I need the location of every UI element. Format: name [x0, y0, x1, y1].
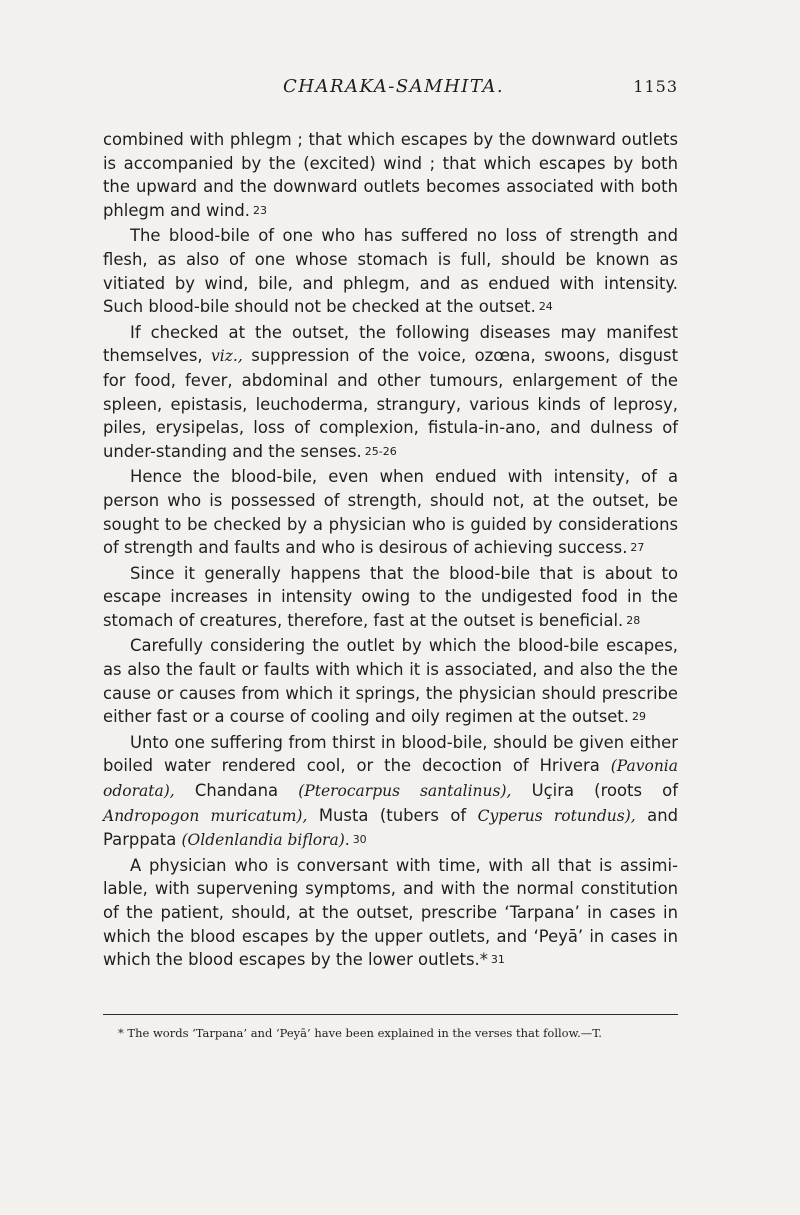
paragraph — [103, 562, 678, 635]
paragraph-text: Chandana — [194, 781, 279, 801]
botanical-name: (Oldenlandia biflora). — [181, 831, 350, 850]
paragraph-text: Since it generally happens that the blood-bile that is about to escape increases in intensity owing to the undigested food in the stomach of creatures, therefore, fast at the outset is beneficial. — [103, 563, 678, 630]
paragraph-text: If checked at the outset, the following diseases may manifest themselves, — [103, 322, 678, 366]
verse-number: 24 — [538, 300, 553, 314]
paragraph-text: Uçira (roots of — [531, 781, 678, 801]
botanical-name: (Pavonia odorata), — [103, 757, 679, 801]
paragraph — [103, 634, 678, 730]
verse-number: 28 — [626, 613, 641, 627]
paragraph-text: A physician who is conversant with time, with all that is assimi-lable, with supervening symptoms, and with the normal constitution of the patient, should, at the outset, prescribe ‘Tarpana’ in cases in which the blood escapes by the upper outlets, and ‘Peyā’ in cases in which the blood escapes by the lower outlets.* — [103, 855, 678, 970]
paragraph-text: Musta (tubers of — [318, 805, 467, 825]
verse-number: 29 — [631, 710, 646, 724]
page-header — [103, 76, 678, 102]
verse-number: 23 — [253, 203, 268, 217]
paragraph-text: combined with phlegm ; that which escapes by the downward outlets is accompanied by the (excited) wind ; that which escapes by both the upward and the downward outlets becomes associated with both phlegm and wind. — [103, 130, 678, 220]
page-number: 1153 — [633, 77, 678, 96]
body-text — [103, 128, 678, 974]
paragraph-text: Hence the blood-bile, even when endued with intensity, of a person who is possessed of strength, should not, at the outset, be sought to be checked by a physician who is guided by considerations of strength and faults and who is desirous of achieving success. — [103, 467, 678, 558]
paragraph — [103, 321, 678, 466]
footnote-rule — [103, 1014, 678, 1015]
verse-number: 25-26 — [364, 444, 397, 458]
botanical-name: Cyperus rotundus), — [477, 806, 636, 825]
botanical-name: Andropogon muricatum), — [103, 806, 308, 825]
botanical-name: (Pterocarpus santalinus), — [298, 782, 512, 801]
paragraph-text: Carefully considering the outlet by which the blood-bile escapes, as also the fault or faults with which it is associated, and also the the cause or causes from which it springs, the physician should prescribe either fast or a course of cooling and oily regimen at the outset. — [103, 636, 678, 727]
verse-number: 30 — [352, 833, 367, 847]
paragraph — [103, 128, 678, 224]
paragraph-text: Unto one suffering from thirst in blood-bile, should be given either boiled water rendered cool, or the decoction of Hrivera — [103, 732, 678, 776]
paragraph-text: and Parppata — [103, 805, 678, 850]
footnote: * The words ‘Tarpana’ and ‘Peyā’ have been explained in the verses that follow.—T. — [118, 1026, 602, 1040]
verse-number: 27 — [630, 541, 645, 555]
paragraph-text: suppression of the voice, ozœna, swoons, disgust for food, fever, abdominal and other tumours, enlargement of the spleen, epistasis, leuchoderma, strangury, various kinds of leprosy, piles, erysipelas, loss of complexion, fistula-in-ano, and dulness of under-standing and the senses. — [103, 346, 678, 461]
running-title: CHARAKA-SAMHITA. — [283, 76, 505, 97]
paragraph — [103, 854, 678, 974]
paragraph — [103, 465, 678, 561]
italic-term: viz., — [211, 347, 243, 366]
paragraph — [103, 731, 678, 854]
paragraph-text: The blood-bile of one who has suffered no loss of strength and flesh, as also of one whose stomach is full, should be known as vitiated by wind, bile, and phlegm, and as endued with intensity. Such blood-bile should not be checked at the outset. — [103, 226, 678, 317]
verse-number: 31 — [490, 953, 505, 967]
paragraph — [103, 224, 678, 320]
